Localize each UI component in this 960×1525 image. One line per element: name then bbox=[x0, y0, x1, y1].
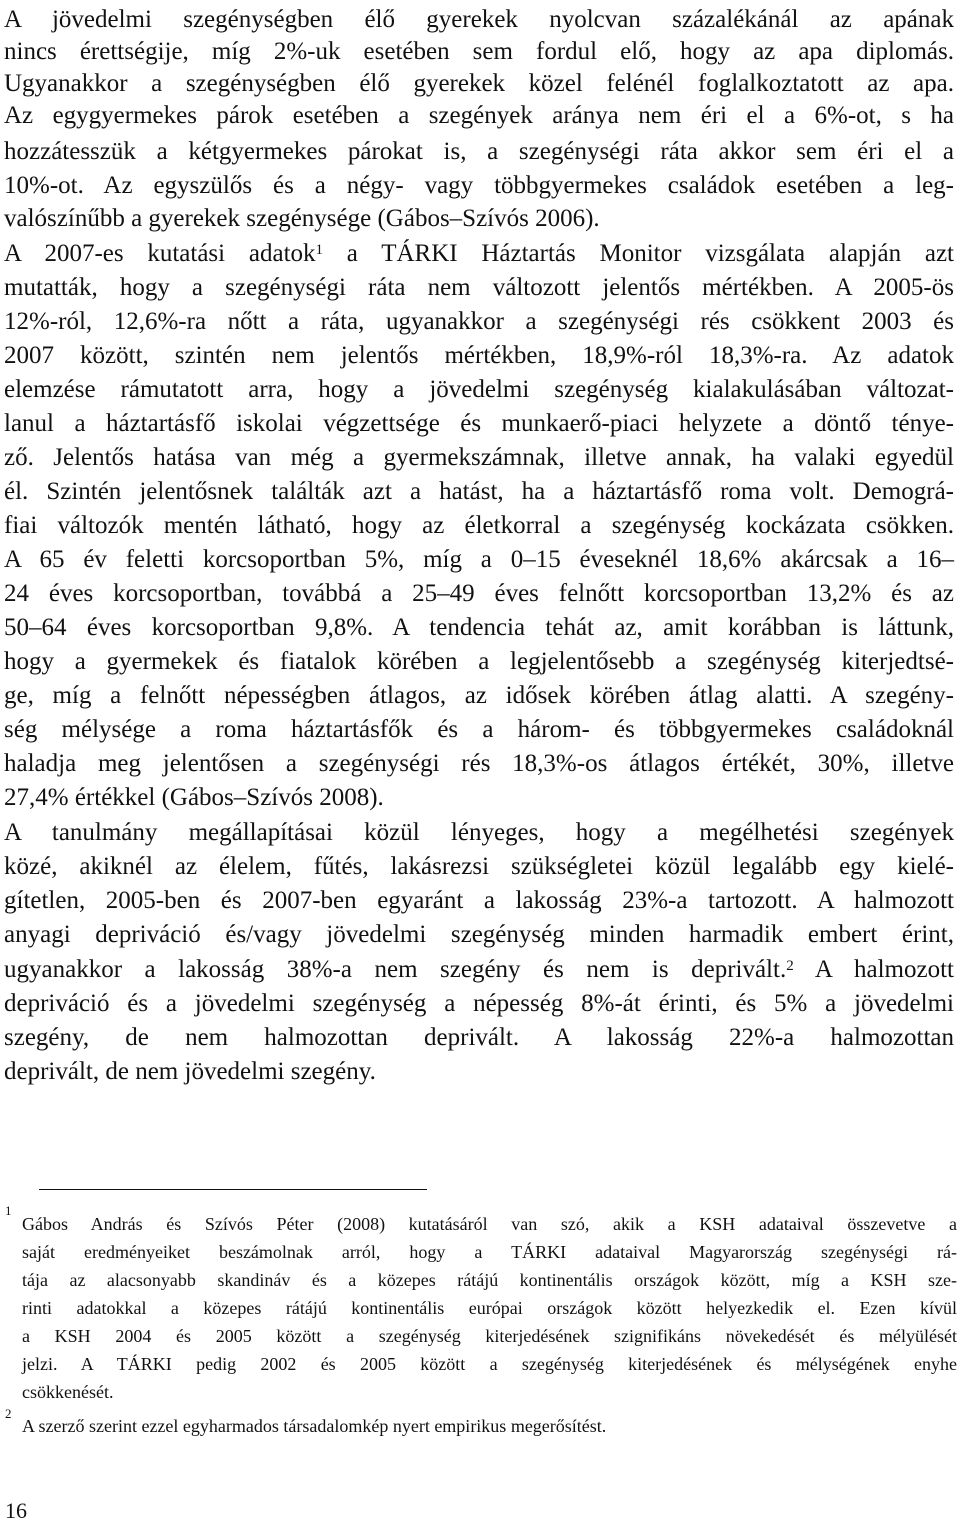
text-line-with-footnote bbox=[4, 954, 954, 986]
text-line-with-footnote bbox=[4, 238, 954, 270]
text-line: 50–64 éves korcsoportban 9,8%. A tendencia tehát az, amit korábban is láttunk, bbox=[4, 614, 954, 641]
text-line: elemzése rámutatott arra, hogy a jövedelmi szegénység kialakulásában változat- bbox=[4, 376, 954, 403]
text-line: valószínűbb a gyerekek szegénysége (Gábos–Szívós 2006). bbox=[4, 205, 600, 232]
text-line: 2007 között, szintén nem jelentős mértékben, 18,9%-ról 18,3%-ra. Az adatok bbox=[4, 342, 954, 369]
text-line: szegény, de nem halmozottan deprivált. A lakosság 22%-a halmozottan bbox=[4, 1024, 954, 1051]
text-line: Az egygyermekes párok esetében a szegények aránya nem éri el a 6%-ot, s ha bbox=[4, 102, 954, 129]
footnote-line: rinti adatokkal a közepes rátájú kontinentális európai országok között helyezkedik el. Ezen kívül bbox=[22, 1298, 957, 1318]
text-line: gítetlen, 2005-ben és 2007-ben egyaránt a lakosság 23%-a tartozott. A halmozott bbox=[4, 887, 954, 914]
footnote-line: A szerző szerint ezzel egyharmados társadalomkép nyert empirikus megerősítést. bbox=[22, 1416, 607, 1436]
footnote-line: Gábos András és Szívós Péter (2008) kutatásáról van szó, akik a KSH adataival összevetve a bbox=[22, 1214, 957, 1234]
text-line: ző. Jelentős hatása van még a gyermekszámnak, illetve annak, ha valaki egyedül bbox=[4, 444, 954, 471]
footnote-line: tája az alacsonyabb skandináv és a közepes rátájú kontinentális országok között, míg a KSH sze- bbox=[22, 1270, 957, 1290]
footnote-line: saját eredményeiket beszámolnak arról, hogy a TÁRKI adataival Magyarország szegénységi rá- bbox=[22, 1242, 957, 1262]
text-line: A 65 év feletti korcsoportban 5%, míg a 0–15 éveseknél 18,6% akárcsak a 16– bbox=[4, 546, 954, 573]
footnote-ref-1: 1 bbox=[315, 242, 324, 258]
footnote-ref-2: 2 bbox=[786, 958, 794, 974]
text-line: 12%-ról, 12,6%-ra nőtt a ráta, ugyanakkor a szegénységi rés csökkent 2003 és bbox=[4, 308, 954, 335]
text-line: anyagi depriváció és/vagy jövedelmi szegénység minden harmadik embert érint, bbox=[4, 921, 954, 948]
text-line: A tanulmány megállapításai közül lényeges, hogy a megélhetési szegények bbox=[4, 819, 954, 846]
text-line: él. Szintén jelentősnek találták azt a hatást, ha a háztartásfő roma volt. Demográ- bbox=[4, 478, 954, 505]
page-number: 16 bbox=[5, 1498, 27, 1523]
text-line: fiai változók mentén látható, hogy az életkorral a szegénység kockázata csökken. bbox=[4, 512, 954, 539]
text-segment: ugyanakkor a lakosság 38%-a nem szegény és nem is deprivált. bbox=[4, 956, 787, 983]
text-line: közé, akiknél az élelem, fűtés, lakásrezsi szükségletei közül legalább egy kielé- bbox=[4, 853, 954, 880]
text-line: A jövedelmi szegénységben élő gyerekek nyolcvan százalékánál az apának bbox=[4, 6, 954, 33]
footnote-line: a KSH 2004 és 2005 között a szegénység kiterjedésének szignifikáns növekedését és mélyülését bbox=[22, 1326, 957, 1346]
footnote-2-mark: 2 bbox=[5, 1406, 12, 1421]
text-segment: A 2007-es kutatási adatok bbox=[4, 240, 316, 267]
text-segment: a TÁRKI Háztartás Monitor vizsgálata alapján azt bbox=[323, 240, 954, 267]
text-line: Ugyanakkor a szegénységben élő gyerekek közel felénél foglalkoztatott az apa. bbox=[4, 70, 954, 97]
text-line: deprivált, de nem jövedelmi szegény. bbox=[4, 1058, 376, 1085]
footnote-line: jelzi. A TÁRKI pedig 2002 és 2005 között a szegénység kiterjedésének és mélységének enyhe bbox=[22, 1354, 957, 1374]
text-line: 27,4% értékkel (Gábos–Szívós 2008). bbox=[4, 784, 384, 811]
text-line: lanul a háztartásfő iskolai végzettsége és munkaerő-piaci helyzete a döntő ténye- bbox=[4, 410, 954, 437]
text-line: hozzátesszük a kétgyermekes párokat is, a szegénységi ráta akkor sem éri el a bbox=[4, 138, 954, 165]
text-line: ge, míg a felnőtt népességben átlagos, az idősek körében átlag alatti. A szegény- bbox=[4, 682, 954, 709]
text-line: mutatták, hogy a szegénységi ráta nem változott jelentős mértékben. A 2005-ös bbox=[4, 274, 954, 301]
footnote-line: csökkenését. bbox=[22, 1382, 114, 1402]
footnote-1-mark: 1 bbox=[5, 1203, 12, 1218]
footnote-separator bbox=[39, 1189, 427, 1190]
text-line: depriváció és a jövedelmi szegénység a népesség 8%-át érinti, és 5% a jövedelmi bbox=[4, 990, 954, 1017]
text-line: hogy a gyermekek és fiatalok körében a legjelentősebb a szegénység kiterjedtsé- bbox=[4, 648, 954, 675]
text-line: 24 éves korcsoportban, továbbá a 25–49 éves felnőtt korcsoportban 13,2% és az bbox=[4, 580, 954, 607]
text-line: 10%-ot. Az egyszülős és a négy- vagy többgyermekes családok esetében a leg- bbox=[4, 172, 954, 199]
text-line: ség mélysége a roma háztartásfők és a három- és többgyermekes családoknál bbox=[4, 716, 954, 743]
text-line: haladja meg jelentősen a szegénységi rés 18,3%-os átlagos értékét, 30%, illetve bbox=[4, 750, 954, 777]
text-line: nincs érettségije, míg 2%-uk esetében sem fordul elő, hogy az apa diplomás. bbox=[4, 38, 954, 65]
text-segment: A halmozott bbox=[793, 956, 954, 983]
